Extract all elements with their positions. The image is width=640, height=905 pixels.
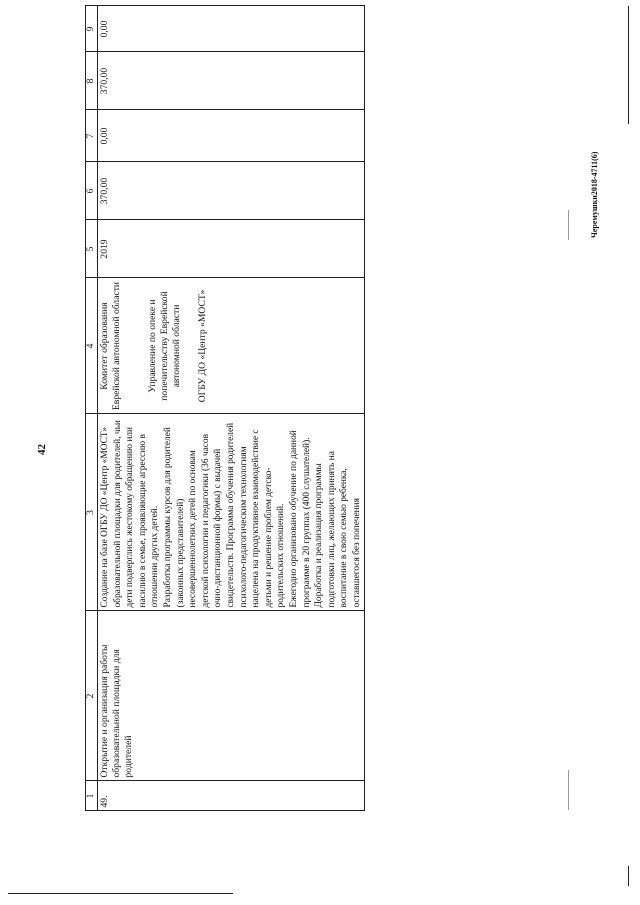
- row-number: 49.: [98, 781, 365, 811]
- header-cell: 2: [86, 611, 98, 781]
- executor-gap: [183, 282, 197, 411]
- value-cell: 0,00: [98, 6, 365, 52]
- right-margin-line-bottom: [628, 866, 629, 886]
- description-paragraph: Разработка программы курсов для родителей (законных представителей) несовершеннолетних детей по основам детской психологии и педагогики (36 часов очно-дистанционной формы) с выдачей свидетельств. Программа обучения родителей психолого-педагогическим технологиям нацелена на продуктивное взаимодействие с детьми и решение проблем детско-родительских отношений.: [162, 422, 287, 608]
- header-cell: 9: [86, 6, 98, 52]
- description-paragraph: Доработка и реализация программы подготовки лиц, желающих принять на воспитание в свою семью ребенка, оставшегося без попечения: [314, 451, 362, 608]
- footnote-line: [8, 893, 233, 894]
- right-margin-line: [628, 6, 629, 124]
- description-paragraph: Создание на базе ОГБУ ДО «Центр «МОСТ» образовательной площадки для родителей, чьи дети подверглись жестокому обращению или насилию в семье, проявляющие агрессию в отношении других детей.: [100, 420, 161, 608]
- header-cell: 7: [86, 110, 98, 162]
- activity-name: Открытие и организация работы образовательной площадки для родителей: [98, 611, 365, 781]
- value-cell: 0,00: [98, 110, 365, 162]
- header-cell: 6: [86, 162, 98, 220]
- header-cell: 8: [86, 52, 98, 110]
- fold-mark: [568, 210, 569, 240]
- executors-cell: [98, 278, 365, 414]
- value-cell: 370,00: [98, 52, 365, 110]
- executor-gap: [123, 282, 147, 411]
- executor: Комитет образования Еврейской автономной области: [99, 281, 122, 411]
- value-cell: 370,00: [98, 162, 365, 220]
- year-cell: 2019: [98, 220, 365, 278]
- activity-description: [98, 414, 365, 611]
- header-cell: 1: [86, 781, 98, 811]
- table-header-row: [86, 6, 98, 826]
- document-id: Черемушки2018-4711(6): [590, 151, 599, 238]
- description-paragraph: Ежегодно организовано обучение по данной программе в 20 группах (400 слушателей).: [288, 430, 312, 608]
- header-cell: 4: [86, 278, 98, 414]
- page-number: 42: [36, 444, 48, 455]
- header-cell: 3: [86, 414, 98, 611]
- row-spacer: [98, 811, 365, 826]
- table-row: [98, 6, 365, 826]
- fold-mark: [568, 770, 569, 810]
- executor: Управление по опеке и попечительству Еврейской автономной области: [147, 291, 182, 401]
- header-cell: 5: [86, 220, 98, 278]
- header-spacer: [86, 811, 98, 826]
- program-table: [85, 6, 495, 826]
- executor: ОГБУ ДО «Центр «МОСТ»: [197, 289, 208, 403]
